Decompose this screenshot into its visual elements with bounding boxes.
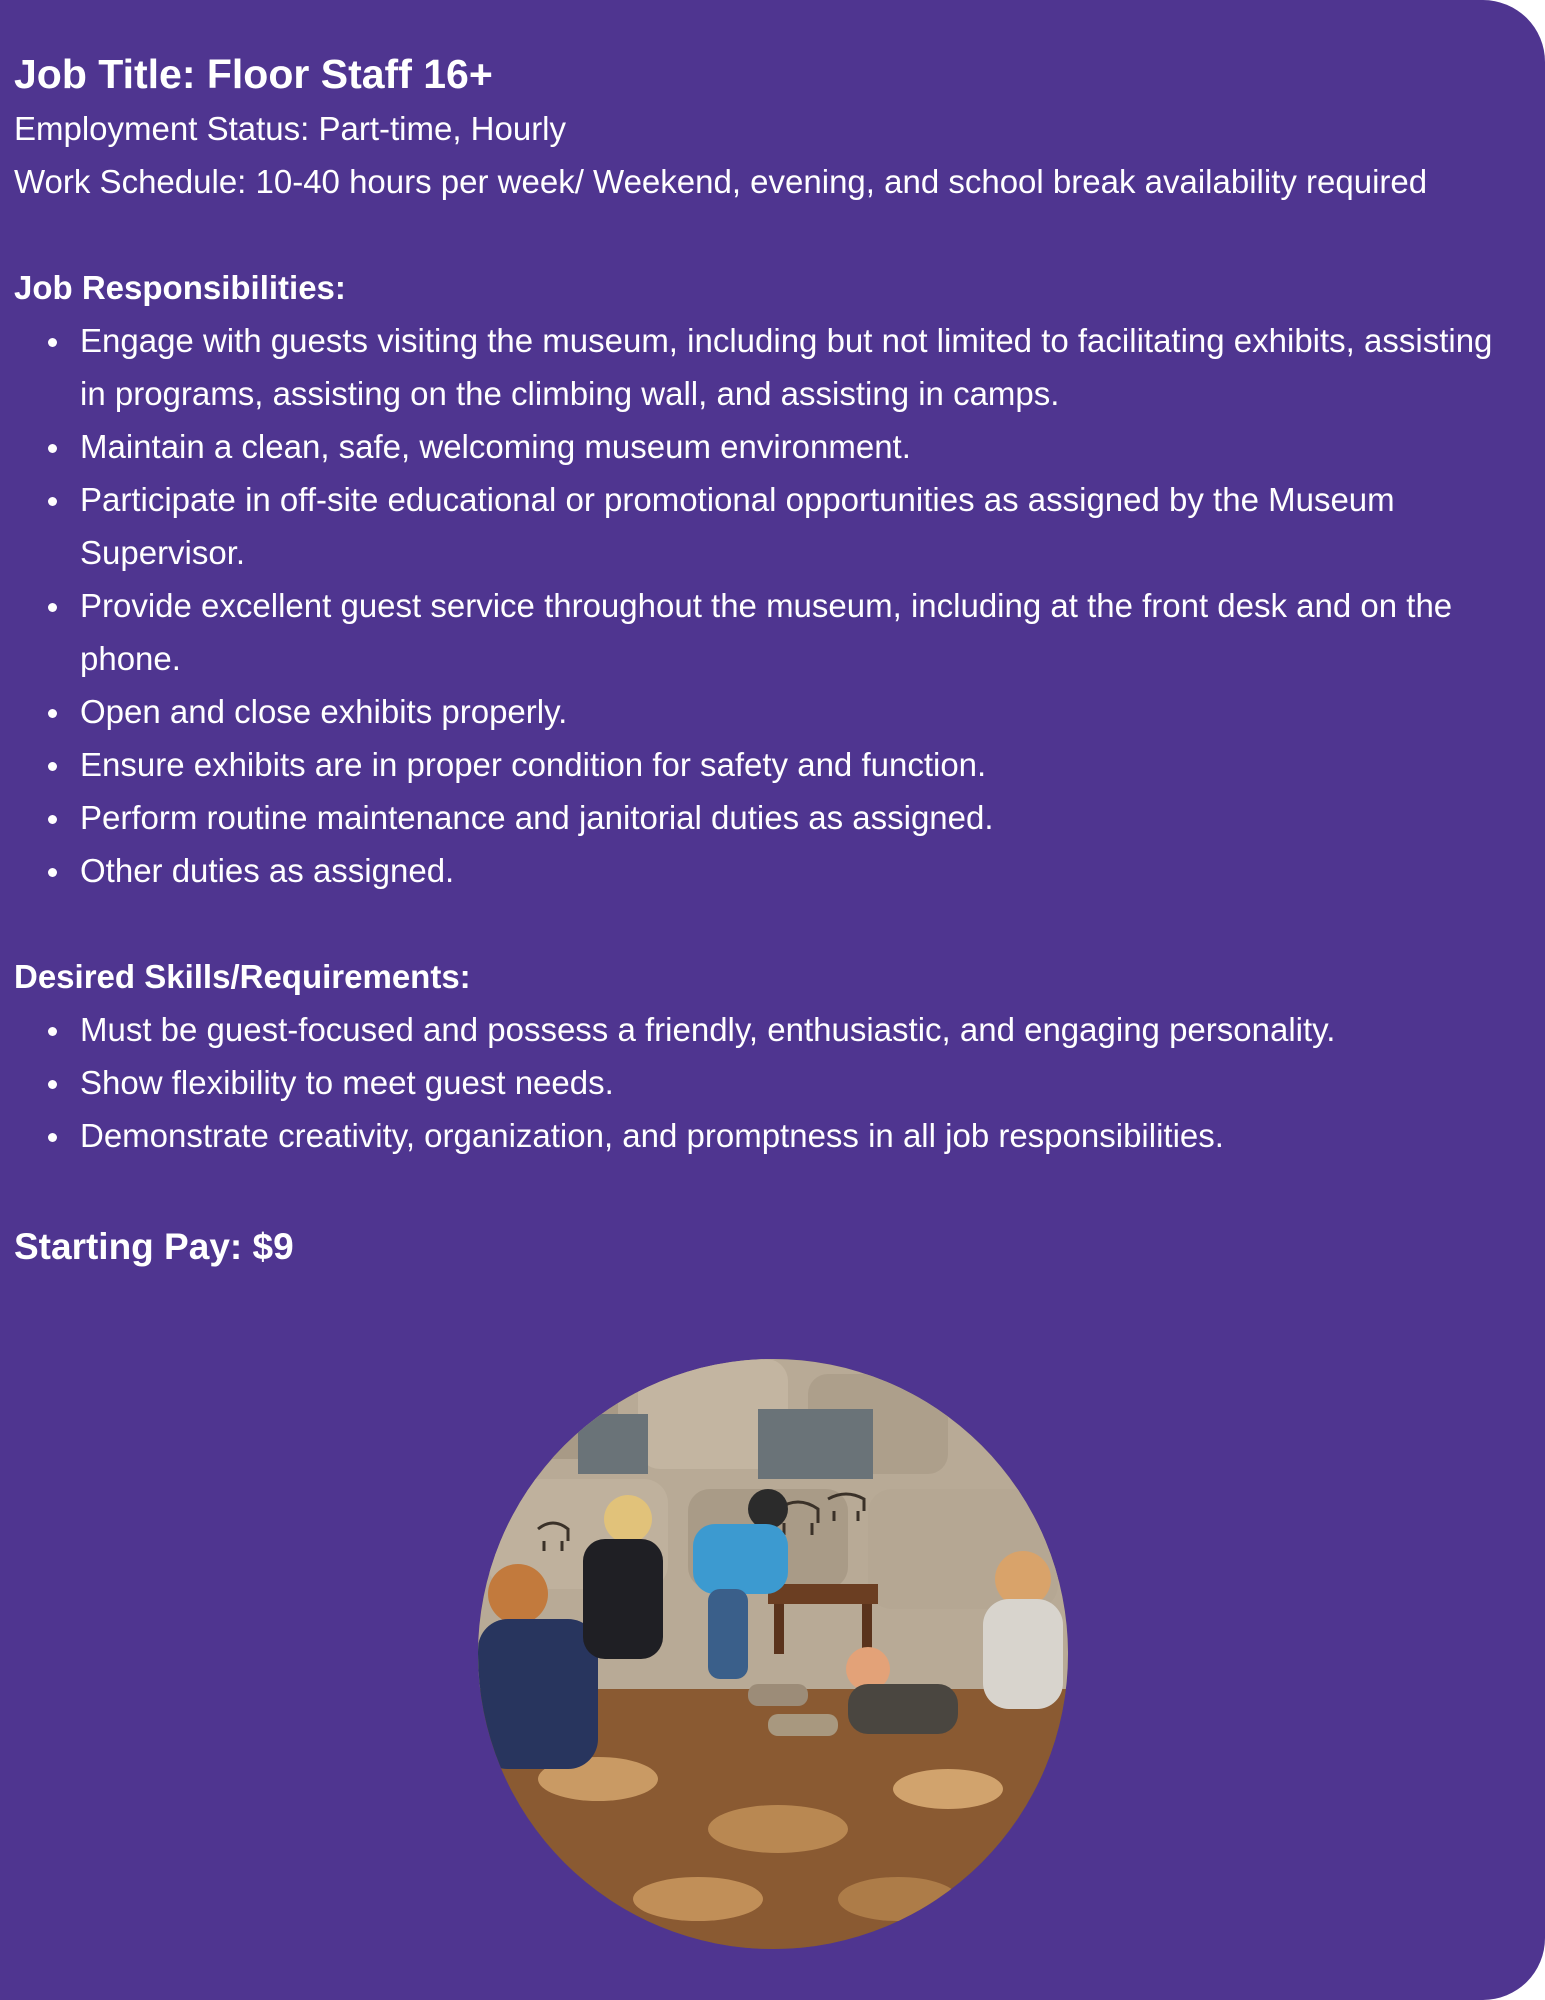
photo-illustration	[478, 1359, 1068, 1949]
starting-pay: Starting Pay: $9	[14, 1226, 294, 1267]
employment-status: Employment Status: Part-time, Hourly	[14, 110, 567, 147]
responsibilities-list	[14, 314, 1545, 897]
responsibility-item: Ensure exhibits are in proper condition for safety and function.	[80, 738, 1545, 791]
responsibility-item: Other duties as assigned.	[80, 844, 1545, 897]
responsibility-item: Engage with guests visiting the museum, including but not limited to facilitating exhibits, assisting in programs, assisting on the climbing wall, and assisting in camps.	[80, 314, 1545, 420]
responsibilities-heading: Job Responsibilities:	[14, 269, 346, 306]
responsibility-item: Open and close exhibits properly.	[80, 685, 1545, 738]
requirement-item: Must be guest-focused and possess a friendly, enthusiastic, and engaging personality.	[80, 1003, 1545, 1056]
responsibility-item: Participate in off-site educational or promotional opportunities as assigned by the Museum Supervisor.	[80, 473, 1545, 579]
responsibility-item: Maintain a clean, safe, welcoming museum environment.	[80, 420, 1545, 473]
job-title: Job Title: Floor Staff 16+	[14, 51, 493, 97]
requirements-list	[14, 1003, 1545, 1162]
work-schedule: Work Schedule: 10-40 hours per week/ Weekend, evening, and school break availability required	[14, 163, 1428, 200]
responsibility-item: Provide excellent guest service throughout the museum, including at the front desk and on the phone.	[80, 579, 1545, 685]
museum-exhibit-photo	[478, 1359, 1068, 1949]
requirement-item: Demonstrate creativity, organization, and promptness in all job responsibilities.	[80, 1109, 1545, 1162]
responsibility-item: Perform routine maintenance and janitorial duties as assigned.	[80, 791, 1545, 844]
requirement-item: Show flexibility to meet guest needs.	[80, 1056, 1545, 1109]
requirements-heading: Desired Skills/Requirements:	[14, 958, 471, 995]
